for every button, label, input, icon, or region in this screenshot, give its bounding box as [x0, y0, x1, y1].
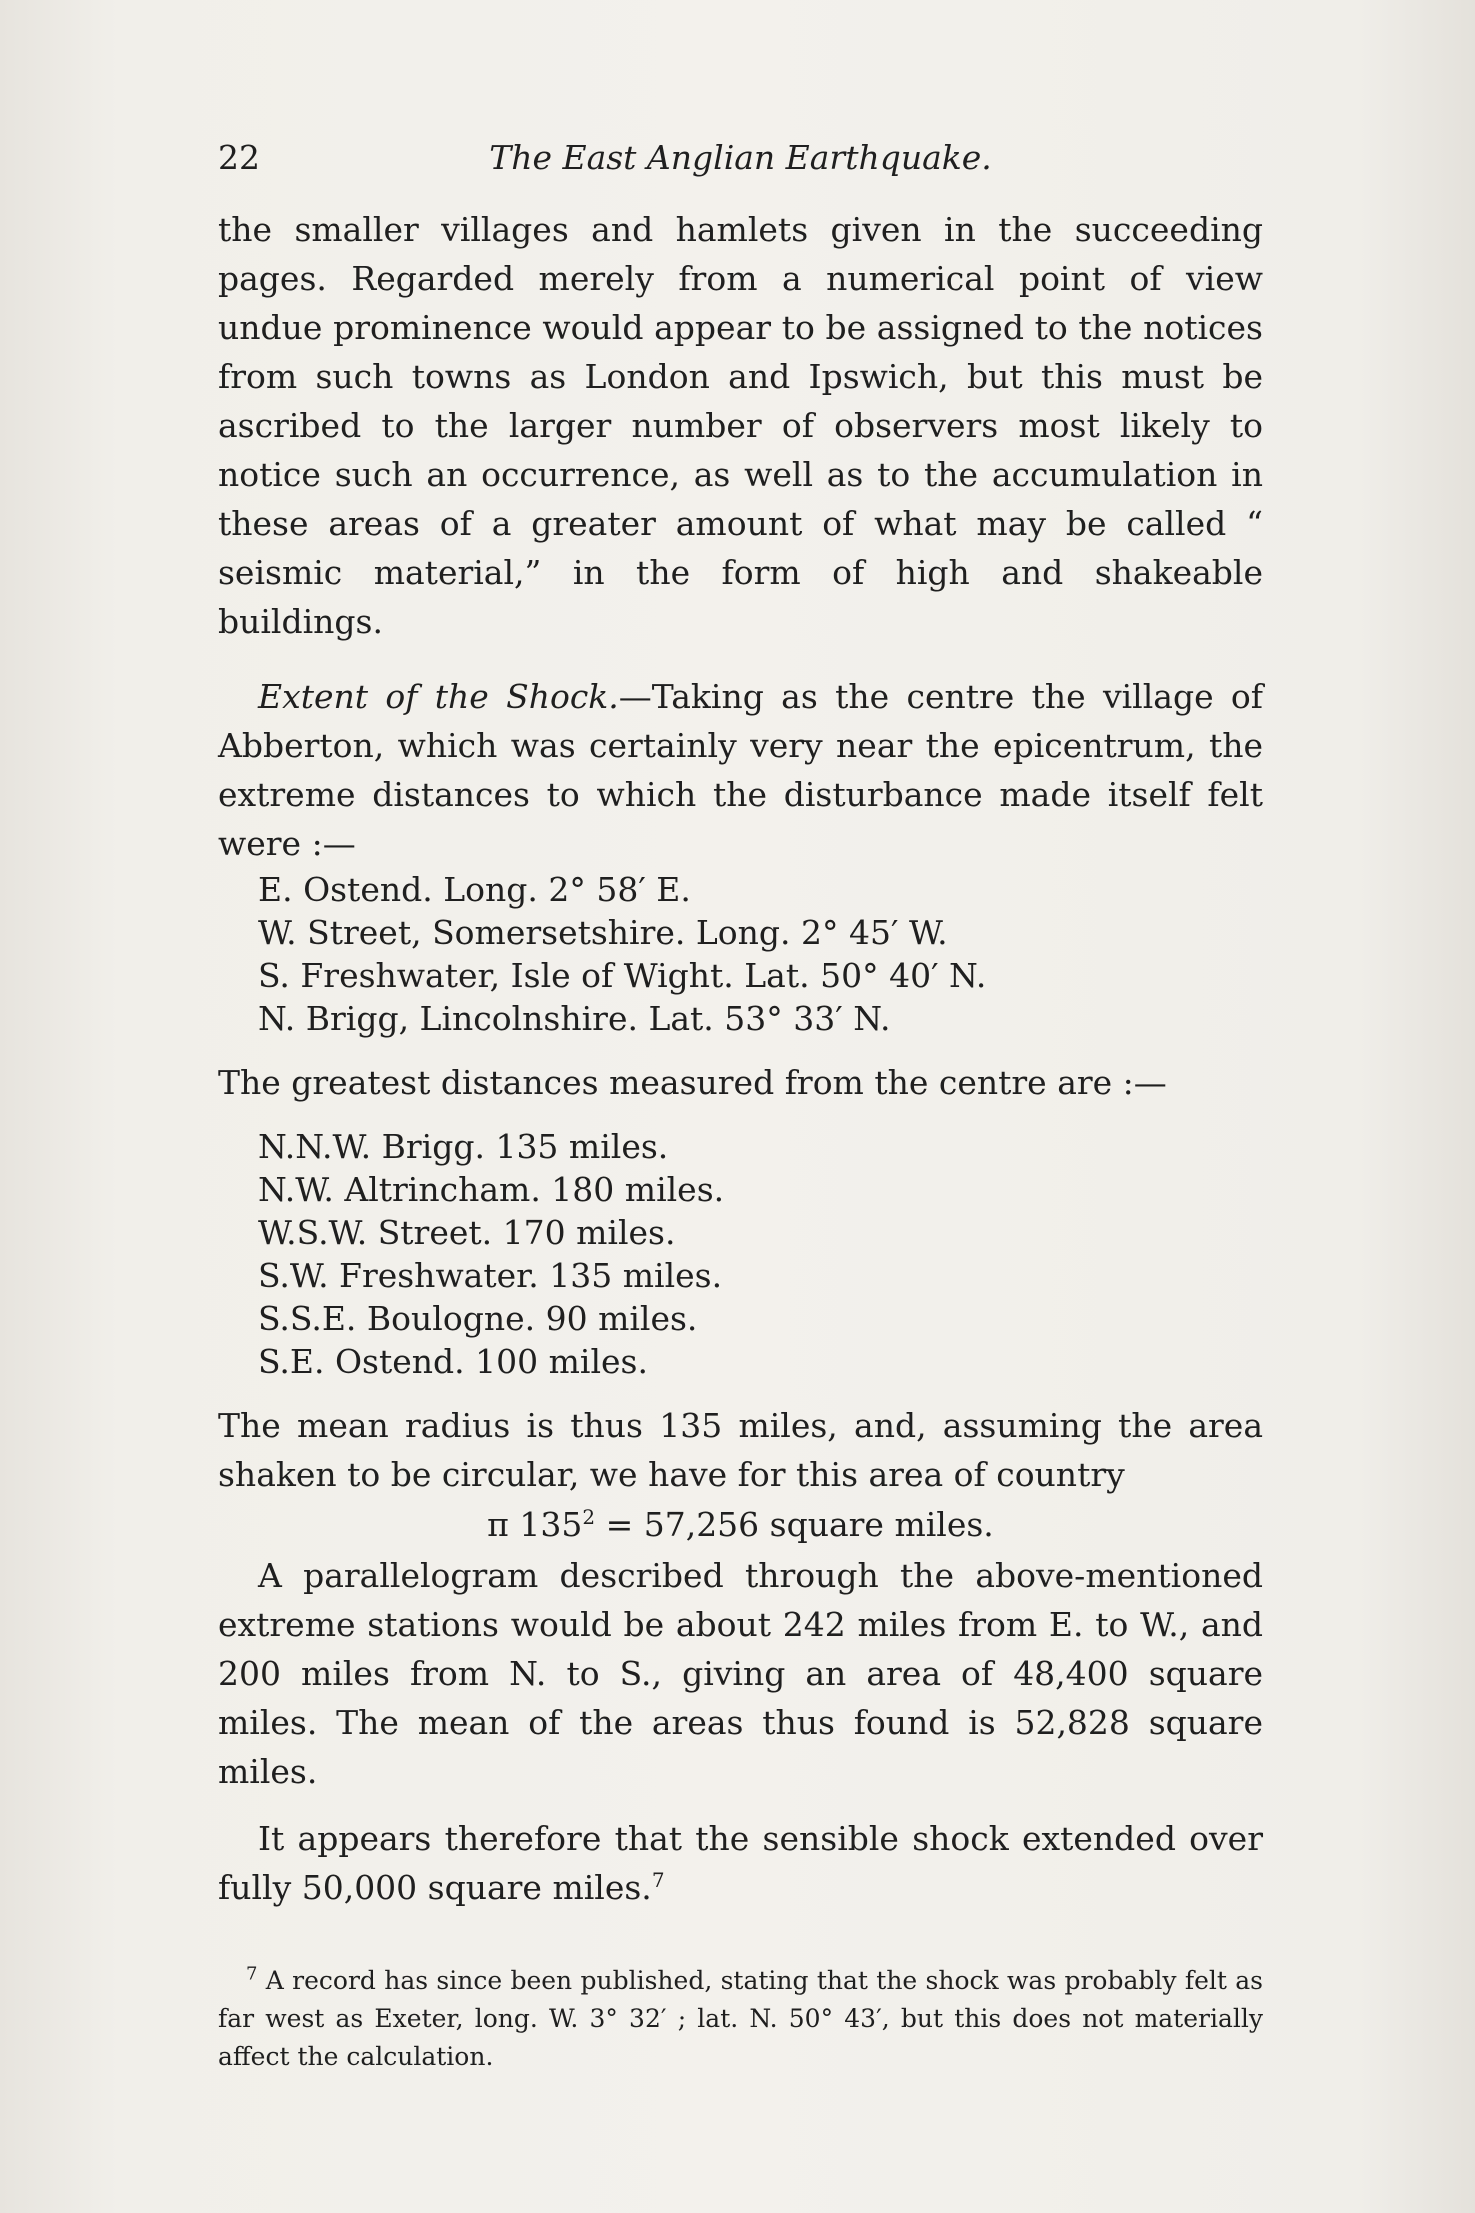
- mean-radius-paragraph: The mean radius is thus 135 miles, and, assuming the area shaken to be circular, we have for this area of country: [218, 1406, 1263, 1494]
- direction-item-south: S. Freshwater, Isle of Wight. Lat. 50° 40′ N.: [258, 956, 987, 995]
- equation-left: π 135: [487, 1505, 583, 1544]
- footnote: [218, 1962, 1263, 2076]
- direction-item-east: E. Ostend. Long. 2° 58′ E.: [258, 870, 691, 909]
- running-title: The East Anglian Earthquake.: [489, 138, 992, 177]
- equation-power: 2: [582, 1505, 596, 1529]
- distance-item-nnw: N.N.W. Brigg. 135 miles.: [258, 1127, 669, 1166]
- greatest-distances-intro: The greatest distances measured from the centre are :—: [218, 1063, 1167, 1102]
- extent-text: —Taking as the centre the village of Abberton, which was certainly very near the epicentrum, the extreme distances to which the disturbance made itself felt were :—: [218, 677, 1264, 863]
- distance-list: [218, 1125, 1263, 1383]
- intro-paragraph: the smaller villages and hamlets given in the succeeding pages. Regarded merely from a numerical point of view undue prominence would appear to be assigned to the notices from such towns as London and Ipswich, but this must be ascribed to the larger number of observers most likely to notice such an occurrence, as well as to the accumulation in these areas of a greater amount of what may be called “ seismic material,” in the form of high and shakeable buildings.: [218, 210, 1263, 641]
- main-text: [218, 205, 1263, 1912]
- direction-item-west: W. Street, Somersetshire. Long. 2° 45′ W.: [258, 913, 948, 952]
- footnote-reference: 7: [651, 1868, 665, 1892]
- distance-item-wsw: W.S.W. Street. 170 miles.: [258, 1213, 676, 1252]
- page-number: 22: [218, 138, 260, 177]
- footnote-text: A record has since been published, stating that the shock was probably felt as far west as Exeter, long. W. 3° 32′ ; lat. N. 50° 43′, but this does not materially affect the calculation.: [218, 1966, 1263, 2071]
- distance-item-se: S.E. Ostend. 100 miles.: [258, 1342, 648, 1381]
- extent-paragraph: [218, 672, 1263, 868]
- extent-heading: Extent of the Shock.: [258, 677, 619, 716]
- distance-item-sse: S.S.E. Boulogne. 90 miles.: [258, 1299, 698, 1338]
- area-equation: [218, 1499, 1263, 1551]
- footnote-paragraph: [218, 1962, 1263, 2076]
- conclusion-paragraph: [218, 1814, 1263, 1912]
- distance-item-nw: N.W. Altrincham. 180 miles.: [258, 1170, 725, 1209]
- conclusion-text: It appears therefore that the sensible shock extended over fully 50,000 square miles.: [218, 1819, 1263, 1907]
- equation-right: = 57,256 square miles.: [595, 1505, 994, 1544]
- distance-item-sw: S.W. Freshwater. 135 miles.: [258, 1256, 723, 1295]
- running-header: [218, 138, 1263, 184]
- direction-item-north: N. Brigg, Lincolnshire. Lat. 53° 33′ N.: [258, 999, 891, 1038]
- footnote-marker: 7: [246, 1963, 258, 1985]
- parallelogram-paragraph: A parallelogram described through the above-mentioned extreme stations would be about 242 miles from E. to W., and 200 miles from N. to S., giving an area of 48,400 square miles. The mean of the areas thus found is 52,828 square miles.: [218, 1556, 1263, 1791]
- direction-list: [218, 868, 1263, 1040]
